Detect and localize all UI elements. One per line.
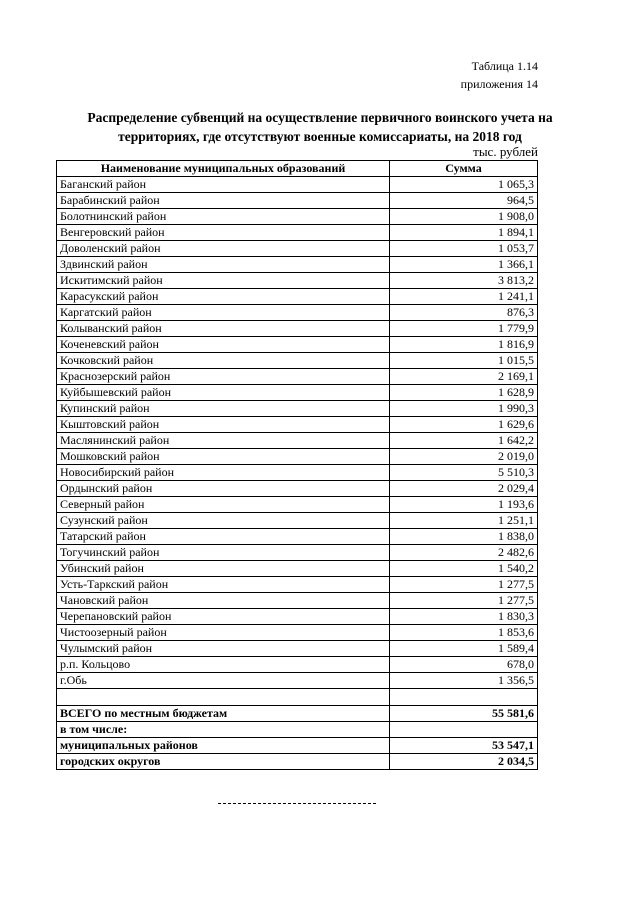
municipality-name: Куйбышевский район	[57, 385, 390, 401]
subvention-amount: 1 642,2	[390, 433, 538, 449]
table-row	[57, 545, 538, 561]
subvention-amount: 1 015,5	[390, 353, 538, 369]
municipality-name: Доволенский район	[57, 241, 390, 257]
subvention-amount: 1 540,2	[390, 561, 538, 577]
table-row	[57, 433, 538, 449]
table-row	[57, 289, 538, 305]
footer-divider	[218, 803, 376, 804]
table-number: Таблица 1.14	[471, 59, 538, 73]
subvention-amount: 1 065,3	[390, 177, 538, 193]
table-row	[57, 401, 538, 417]
subventions-table	[56, 160, 538, 770]
municipality-name: Кыштовский район	[57, 417, 390, 433]
cities-value: 2 034,5	[390, 754, 538, 770]
municipality-name: Усть-Таркский район	[57, 577, 390, 593]
subvention-amount: 5 510,3	[390, 465, 538, 481]
subvention-amount: 1 830,3	[390, 609, 538, 625]
municipality-name: Венгеровский район	[57, 225, 390, 241]
table-row	[57, 193, 538, 209]
subvention-amount: 1 251,1	[390, 513, 538, 529]
municipality-name: Чановский район	[57, 593, 390, 609]
table-row	[57, 177, 538, 193]
subvention-amount: 1 241,1	[390, 289, 538, 305]
table-row	[57, 497, 538, 513]
table-row	[57, 465, 538, 481]
subvention-amount: 964,5	[390, 193, 538, 209]
total-value: 55 581,6	[390, 706, 538, 722]
municipality-name: Сузунский район	[57, 513, 390, 529]
table-summary	[57, 689, 538, 770]
appendix-number: приложения 14	[460, 77, 538, 91]
municipality-name: Черепановский район	[57, 609, 390, 625]
subvention-amount: 2 482,6	[390, 545, 538, 561]
subvention-amount: 2 019,0	[390, 449, 538, 465]
municipality-name: Барабинский район	[57, 193, 390, 209]
column-header-name: Наименование муниципальных образований	[57, 161, 390, 177]
municipality-name: Тогучинский район	[57, 545, 390, 561]
subvention-amount: 1 838,0	[390, 529, 538, 545]
municipality-name: Болотнинский район	[57, 209, 390, 225]
municipality-name: Татарский район	[57, 529, 390, 545]
table-row	[57, 449, 538, 465]
municipality-name: Карасукский район	[57, 289, 390, 305]
districts-label: муниципальных районов	[57, 738, 390, 754]
subvention-amount: 1 629,6	[390, 417, 538, 433]
table-row	[57, 337, 538, 353]
cities-row	[57, 754, 538, 770]
table-row	[57, 321, 538, 337]
table-row	[57, 209, 538, 225]
municipality-name: Новосибирский район	[57, 465, 390, 481]
municipality-name: Искитимский район	[57, 273, 390, 289]
districts-row	[57, 738, 538, 754]
cities-label: городских округов	[57, 754, 390, 770]
column-header-sum: Сумма	[390, 161, 538, 177]
subvention-amount: 1 277,5	[390, 593, 538, 609]
table-row	[57, 305, 538, 321]
table-row	[57, 257, 538, 273]
subvention-amount: 1 053,7	[390, 241, 538, 257]
table-row	[57, 385, 538, 401]
subvention-amount: 1 908,0	[390, 209, 538, 225]
subvention-amount: 1 990,3	[390, 401, 538, 417]
subvention-amount: 2 169,1	[390, 369, 538, 385]
districts-value: 53 547,1	[390, 738, 538, 754]
including-label: в том числе:	[57, 722, 390, 738]
table-body	[57, 177, 538, 689]
subvention-amount: 1 366,1	[390, 257, 538, 273]
municipality-name: Коченевский район	[57, 337, 390, 353]
municipality-name: Северный район	[57, 497, 390, 513]
municipality-name: г.Обь	[57, 673, 390, 689]
municipality-name: Баганский район	[57, 177, 390, 193]
total-label: ВСЕГО по местным бюджетам	[57, 706, 390, 722]
subvention-amount: 876,3	[390, 305, 538, 321]
table-row	[57, 241, 538, 257]
total-row	[57, 706, 538, 722]
subvention-amount: 1 853,6	[390, 625, 538, 641]
table-row	[57, 273, 538, 289]
municipality-name: р.п. Кольцово	[57, 657, 390, 673]
units-label: тыс. рублей	[473, 144, 538, 159]
municipality-name: Кочковский район	[57, 353, 390, 369]
subvention-amount: 678,0	[390, 657, 538, 673]
table-row	[57, 625, 538, 641]
table-row	[57, 641, 538, 657]
table-row	[57, 673, 538, 689]
table-row	[57, 577, 538, 593]
municipality-name: Краснозерский район	[57, 369, 390, 385]
subvention-amount: 3 813,2	[390, 273, 538, 289]
subvention-amount: 1 277,5	[390, 577, 538, 593]
table-row	[57, 513, 538, 529]
table-row	[57, 561, 538, 577]
document-title	[56, 108, 584, 146]
table-row	[57, 529, 538, 545]
table-row	[57, 353, 538, 369]
table-row	[57, 369, 538, 385]
municipality-name: Купинский район	[57, 401, 390, 417]
subvention-amount: 1 779,9	[390, 321, 538, 337]
municipality-name: Чулымский район	[57, 641, 390, 657]
table-row	[57, 593, 538, 609]
municipality-name: Каргатский район	[57, 305, 390, 321]
municipality-name: Чистоозерный район	[57, 625, 390, 641]
municipality-name: Маслянинский район	[57, 433, 390, 449]
municipality-name: Мошковский район	[57, 449, 390, 465]
municipality-name: Здвинский район	[57, 257, 390, 273]
subvention-amount: 1 193,6	[390, 497, 538, 513]
table-row	[57, 609, 538, 625]
municipality-name: Колыванский район	[57, 321, 390, 337]
table-row	[57, 481, 538, 497]
subvention-amount: 2 029,4	[390, 481, 538, 497]
spacer-row	[57, 689, 538, 706]
title-line-2: территориях, где отсутствуют военные комиссариаты, на 2018 год	[118, 129, 522, 144]
table-header-row	[57, 161, 538, 177]
title-line-1: Распределение субвенций на осуществление первичного воинского учета на	[87, 110, 553, 125]
municipality-name: Ордынский район	[57, 481, 390, 497]
municipality-name: Убинский район	[57, 561, 390, 577]
subvention-amount: 1 356,5	[390, 673, 538, 689]
subvention-amount: 1 894,1	[390, 225, 538, 241]
subvention-amount: 1 628,9	[390, 385, 538, 401]
table-row	[57, 417, 538, 433]
including-row	[57, 722, 538, 738]
table-row	[57, 225, 538, 241]
subvention-amount: 1 589,4	[390, 641, 538, 657]
table-row	[57, 657, 538, 673]
subvention-amount: 1 816,9	[390, 337, 538, 353]
